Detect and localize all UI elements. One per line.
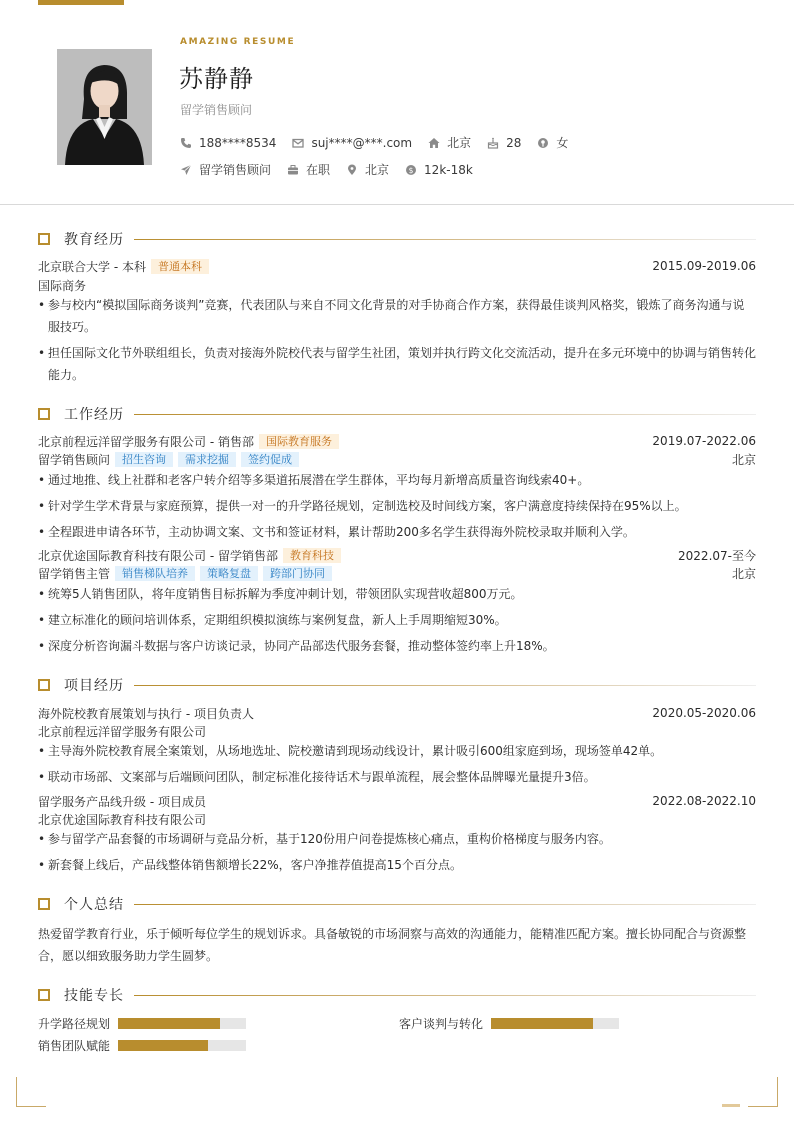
corner-ornament bbox=[16, 1077, 46, 1107]
list-item: • 针对学生学术背景与家庭预算，提供一对一的升学路径规划，定制选校及时间线方案，客户满意度持续保持在95%以上。 bbox=[38, 495, 756, 517]
gender-text: 女 bbox=[556, 136, 569, 150]
section-divider bbox=[134, 414, 756, 415]
intent-position-info bbox=[180, 161, 271, 178]
list-item: • 建立标准化的顾问培训体系，定期组织模拟演练与案例复盘，新人上手周期缩短30%。 bbox=[38, 609, 756, 631]
intent-position-text: 留学销售顾问 bbox=[199, 163, 272, 177]
section-marker-icon bbox=[38, 989, 50, 1001]
skill-name: 客户谈判与转化 bbox=[399, 1017, 484, 1031]
work-role-row bbox=[38, 451, 756, 467]
industry-tag: 教育科技 bbox=[283, 548, 341, 563]
skill-tag: 策略复盘 bbox=[200, 566, 258, 581]
education-period: 2015.09-2019.06 bbox=[652, 259, 756, 273]
project-organization: 北京前程远洋留学服务有限公司 bbox=[38, 725, 207, 739]
project-entry-header bbox=[38, 793, 756, 809]
home-icon bbox=[428, 137, 440, 149]
gender-info bbox=[537, 134, 568, 151]
work-period: 2022.07-至今 bbox=[678, 548, 756, 563]
age-info bbox=[487, 136, 521, 150]
list-item: • 全程跟进申请各环节，主动协调文案、文书和签证材料，累计帮助200多名学生获得海外院校录取并顺利入学。 bbox=[38, 521, 756, 543]
skill-level-bar bbox=[491, 1018, 619, 1029]
work-section-header bbox=[38, 406, 756, 422]
project-period: 2020.05-2020.06 bbox=[652, 706, 756, 720]
skill-tag: 销售梯队培养 bbox=[115, 566, 195, 581]
phone-icon bbox=[180, 137, 192, 149]
job-status-info bbox=[287, 161, 330, 178]
skill-item bbox=[399, 1015, 619, 1032]
work-period: 2019.07-2022.06 bbox=[652, 434, 756, 448]
work-role-row bbox=[38, 565, 756, 581]
salary-info bbox=[405, 163, 473, 177]
school-name: 北京联合大学 - 本科 bbox=[38, 259, 146, 274]
skill-item bbox=[38, 1015, 246, 1032]
skill-tag: 需求挖掘 bbox=[178, 452, 236, 467]
summary-text: 热爱留学教育行业，乐于倾听每位学生的规划诉求。具备敏锐的市场洞察与高效的沟通能力，能精准匹配方案。擅长协同配合与资源整合，愿以细致服务助力学生圆梦。 bbox=[38, 927, 747, 963]
list-item: • 深度分析咨询漏斗数据与客户访谈记录，协同产品部迭代服务套餐，推动整体签约率上升18%。 bbox=[38, 635, 756, 657]
list-item: • 联动市场部、文案部与后端顾问团队，制定标准化接待话术与跟单流程，展会整体品牌曝光量提升3倍。 bbox=[38, 766, 756, 788]
skill-level-fill bbox=[491, 1018, 593, 1029]
degree-tag: 普通本科 bbox=[151, 259, 209, 274]
project-entry-header bbox=[38, 705, 756, 721]
project-name: 海外院校教育展策划与执行 - 项目负责人 bbox=[38, 706, 254, 721]
section-marker-icon bbox=[38, 898, 50, 910]
project-name: 留学服务产品线升级 - 项目成员 bbox=[38, 794, 206, 809]
project-organization: 北京优途国际教育科技有限公司 bbox=[38, 813, 207, 827]
briefcase-icon bbox=[287, 164, 299, 176]
skill-item bbox=[38, 1037, 246, 1054]
profile-photo bbox=[57, 49, 152, 165]
hometown-text: 北京 bbox=[447, 136, 472, 150]
intent-city-info bbox=[346, 161, 389, 178]
education-section-header bbox=[38, 231, 756, 247]
project-period: 2022.08-2022.10 bbox=[652, 794, 756, 808]
intent-city-text: 北京 bbox=[365, 163, 390, 177]
money-icon bbox=[405, 164, 417, 176]
job-role: 留学销售主管 bbox=[38, 566, 111, 581]
skill-level-fill bbox=[118, 1018, 220, 1029]
cake-icon bbox=[487, 137, 499, 149]
send-icon bbox=[180, 164, 192, 176]
corner-ornament bbox=[748, 1077, 778, 1107]
section-title: 工作经历 bbox=[64, 407, 124, 423]
skill-level-fill bbox=[118, 1040, 208, 1051]
resume-tagline: AMAZING RESUME bbox=[180, 37, 296, 47]
job-status-text: 在职 bbox=[306, 163, 331, 177]
candidate-title: 留学销售顾问 bbox=[180, 103, 253, 117]
section-divider bbox=[134, 995, 756, 996]
phone-info bbox=[180, 136, 276, 150]
work-city: 北京 bbox=[731, 566, 756, 581]
list-item: • 参与校内“模拟国际商务谈判”竞赛，代表团队与来自不同文化背景的对手协商合作方案，获得最佳谈判风格奖，锻炼了商务沟通与说服技巧。 bbox=[38, 294, 756, 338]
decorative-dash bbox=[722, 1104, 740, 1107]
resume-header bbox=[0, 0, 794, 205]
skill-name: 升学路径规划 bbox=[38, 1017, 111, 1031]
email-info bbox=[292, 136, 412, 150]
salary-text: 12k-18k bbox=[424, 162, 473, 177]
industry-tag: 国际教育服务 bbox=[259, 434, 339, 449]
section-title: 教育经历 bbox=[64, 232, 124, 248]
skill-level-bar bbox=[118, 1018, 246, 1029]
work-entry-header bbox=[38, 433, 756, 449]
education-entry-header bbox=[38, 258, 756, 274]
section-marker-icon bbox=[38, 679, 50, 691]
skill-tag: 招生咨询 bbox=[115, 452, 173, 467]
list-item: • 统筹5人销售团队，将年度销售目标拆解为季度冲刺计划，带领团队实现营收超800万元。 bbox=[38, 583, 756, 605]
hometown-info bbox=[428, 134, 471, 151]
email-text: suj****@***.com bbox=[311, 135, 413, 150]
skill-tag: 签约促成 bbox=[241, 452, 299, 467]
company-name: 北京优途国际教育科技有限公司 - 留学销售部 bbox=[38, 548, 278, 563]
job-role: 留学销售顾问 bbox=[38, 452, 111, 467]
section-marker-icon bbox=[38, 408, 50, 420]
skills-section-header bbox=[38, 987, 756, 1003]
summary-section-header bbox=[38, 896, 756, 912]
phone-text: 188****8534 bbox=[199, 135, 277, 150]
list-item: • 主导海外院校教育展全案策划，从场地选址、院校邀请到现场动线设计，累计吸引600组家庭到场，现场签单42单。 bbox=[38, 740, 756, 762]
contact-row bbox=[180, 134, 584, 151]
work-entry-header bbox=[38, 547, 756, 563]
age-text: 28 bbox=[506, 135, 522, 150]
location-icon bbox=[346, 164, 358, 176]
gender-icon bbox=[537, 137, 549, 149]
svg-text:$: $ bbox=[408, 165, 414, 175]
skill-tag: 跨部门协同 bbox=[263, 566, 332, 581]
section-divider bbox=[134, 239, 756, 240]
work-city: 北京 bbox=[731, 452, 756, 467]
job-intent-row bbox=[180, 161, 489, 178]
list-item: • 担任国际文化节外联组组长，负责对接海外院校代表与留学生社团，策划并执行跨文化交流活动，提升在多元环境中的协调与销售转化能力。 bbox=[38, 342, 756, 386]
company-name: 北京前程远洋留学服务有限公司 - 销售部 bbox=[38, 434, 254, 449]
section-divider bbox=[134, 685, 756, 686]
section-marker-icon bbox=[38, 233, 50, 245]
projects-section-header bbox=[38, 677, 756, 693]
list-item: • 通过地推、线上社群和老客户转介绍等多渠道拓展潜在学生群体，平均每月新增高质量咨询线索40+。 bbox=[38, 469, 756, 491]
candidate-name: 苏静静 bbox=[179, 65, 254, 93]
list-item: • 新套餐上线后，产品线整体销售额增长22%，客户净推荐值提高15个百分点。 bbox=[38, 854, 756, 876]
skill-level-bar bbox=[118, 1040, 246, 1051]
mail-icon bbox=[292, 137, 304, 149]
section-divider bbox=[134, 904, 756, 905]
list-item: • 参与留学产品套餐的市场调研与竞品分析，基于120份用户问卷提炼核心痛点，重构价格梯度与服务内容。 bbox=[38, 828, 756, 850]
section-title: 个人总结 bbox=[64, 897, 124, 913]
section-title: 技能专长 bbox=[64, 988, 124, 1004]
section-title: 项目经历 bbox=[64, 678, 124, 694]
major: 国际商务 bbox=[38, 279, 87, 293]
skill-name: 销售团队赋能 bbox=[38, 1039, 111, 1053]
